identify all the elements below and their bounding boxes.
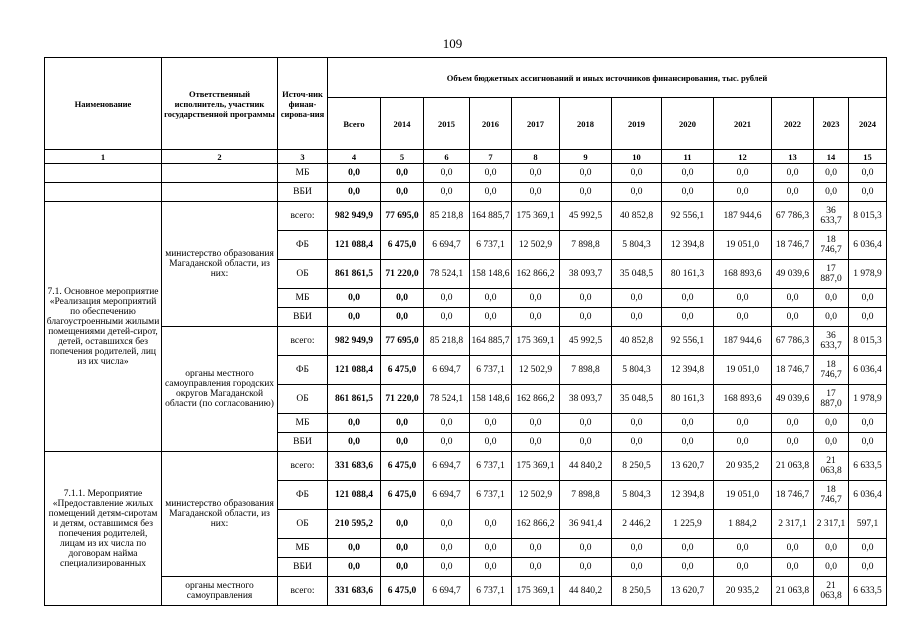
value-cell: 0,0 [470,414,512,433]
source-cell: ОБ [278,510,328,539]
value-cell: 0,0 [424,308,470,327]
value-cell: 0,0 [424,289,470,308]
column-number: 8 [512,150,560,164]
value-cell: 67 786,3 [772,202,814,231]
value-cell: 20 935,2 [714,452,772,481]
value-cell: 6 036,4 [849,231,887,260]
value-cell: 0,0 [849,539,887,558]
value-cell: 158 148,6 [470,385,512,414]
table-row [45,202,887,231]
value-cell: 187 944,6 [714,327,772,356]
value-cell: 0,0 [612,558,662,577]
value-cell: 78 524,1 [424,385,470,414]
source-cell: МБ [278,539,328,558]
header-year: 2023 [814,98,849,150]
value-cell: 0,0 [424,510,470,539]
value-cell: 0,0 [714,183,772,202]
value-cell: 8 015,3 [849,202,887,231]
value-cell: 6 694,7 [424,356,470,385]
value-cell: 0,0 [381,414,424,433]
column-number: 11 [662,150,714,164]
value-cell: 0,0 [772,539,814,558]
source-cell: всего: [278,452,328,481]
column-number: 14 [814,150,849,164]
column-number: 12 [714,150,772,164]
value-cell: 0,0 [560,539,612,558]
value-cell: 0,0 [612,539,662,558]
header-source: Источ-ник финан-сирова-ния [278,58,328,150]
value-cell: 0,0 [814,289,849,308]
value-cell: 35 048,5 [612,385,662,414]
value-cell: 0,0 [849,558,887,577]
value-cell: 982 949,9 [328,327,381,356]
source-cell: ВБИ [278,558,328,577]
source-cell: ОБ [278,260,328,289]
value-cell: 0,0 [512,558,560,577]
value-cell: 45 992,5 [560,327,612,356]
value-cell: 187 944,6 [714,202,772,231]
value-cell: 0,0 [424,539,470,558]
value-cell: 0,0 [424,433,470,452]
value-cell: 6 737,1 [470,356,512,385]
value-cell: 0,0 [560,558,612,577]
value-cell: 67 786,3 [772,327,814,356]
value-cell: 0,0 [814,414,849,433]
value-cell: 0,0 [612,183,662,202]
source-cell: ВБИ [278,308,328,327]
value-cell: 210 595,2 [328,510,381,539]
column-number: 7 [470,150,512,164]
header-year: 2014 [381,98,424,150]
value-cell: 0,0 [470,289,512,308]
value-cell: 21 063,8 [814,577,849,606]
value-cell: 19 051,0 [714,481,772,510]
column-number: 10 [612,150,662,164]
value-cell: 0,0 [470,183,512,202]
source-cell: ВБИ [278,183,328,202]
measure-name: 7.1.1. Мероприятие «Предоставление жилых помещений детям-сиротам и детям, оставшимся без попечения родителей, лицам из их числа по договорам найма специализированных [45,452,162,606]
column-number: 9 [560,150,612,164]
responsible-cell: органы местного самоуправления городских округов Магаданской области (по согласованию) [162,327,278,452]
source-cell: ФБ [278,356,328,385]
value-cell: 0,0 [612,289,662,308]
value-cell: 0,0 [849,308,887,327]
value-cell: 0,0 [328,308,381,327]
empty-cell [162,164,278,183]
value-cell: 175 369,1 [512,327,560,356]
value-cell: 0,0 [560,308,612,327]
header-year: 2020 [662,98,714,150]
header-year: 2019 [612,98,662,150]
value-cell: 0,0 [381,164,424,183]
value-cell: 158 148,6 [470,260,512,289]
value-cell: 40 852,8 [612,327,662,356]
header-year: 2018 [560,98,612,150]
value-cell: 6 475,0 [381,481,424,510]
value-cell: 121 088,4 [328,356,381,385]
value-cell: 6 694,7 [424,481,470,510]
responsible-cell: органы местного самоуправления [162,577,278,606]
value-cell: 6 694,7 [424,577,470,606]
value-cell: 0,0 [512,289,560,308]
value-cell: 0,0 [328,164,381,183]
value-cell: 0,0 [424,164,470,183]
value-cell: 0,0 [849,183,887,202]
value-cell: 80 161,3 [662,385,714,414]
value-cell: 0,0 [512,308,560,327]
value-cell: 6 036,4 [849,481,887,510]
value-cell: 1 978,9 [849,260,887,289]
value-cell: 164 885,7 [470,202,512,231]
value-cell: 0,0 [424,558,470,577]
value-cell: 0,0 [470,164,512,183]
value-cell: 38 093,7 [560,385,612,414]
value-cell: 168 893,6 [714,385,772,414]
column-number: 3 [278,150,328,164]
header-year: Всего [328,98,381,150]
value-cell: 13 620,7 [662,452,714,481]
value-cell: 85 218,8 [424,327,470,356]
value-cell: 0,0 [328,539,381,558]
value-cell: 0,0 [662,558,714,577]
value-cell: 8 015,3 [849,327,887,356]
value-cell: 6 475,0 [381,356,424,385]
value-cell: 0,0 [512,433,560,452]
value-cell: 175 369,1 [512,452,560,481]
value-cell: 0,0 [714,433,772,452]
value-cell: 44 840,2 [560,452,612,481]
value-cell: 71 220,0 [381,385,424,414]
column-number: 2 [162,150,278,164]
value-cell: 0,0 [612,164,662,183]
responsible-cell: министерство образования Магаданской области, из них: [162,452,278,577]
value-cell: 0,0 [424,414,470,433]
value-cell: 0,0 [560,183,612,202]
value-cell: 7 898,8 [560,356,612,385]
source-cell: ФБ [278,481,328,510]
value-cell: 6 036,4 [849,356,887,385]
value-cell: 18 746,7 [772,231,814,260]
header-volume: Объем бюджетных ассигнований и иных источников финансирования, тыс. рублей [328,58,887,98]
value-cell: 1 884,2 [714,510,772,539]
value-cell: 0,0 [714,558,772,577]
value-cell: 0,0 [714,539,772,558]
value-cell: 597,1 [849,510,887,539]
value-cell: 17 887,0 [814,385,849,414]
header-year: 2024 [849,98,887,150]
value-cell: 0,0 [814,164,849,183]
value-cell: 0,0 [714,414,772,433]
value-cell: 162 866,2 [512,385,560,414]
value-cell: 85 218,8 [424,202,470,231]
source-cell: всего: [278,202,328,231]
value-cell: 0,0 [612,308,662,327]
value-cell: 17 887,0 [814,260,849,289]
value-cell: 0,0 [424,183,470,202]
page-number: 109 [442,36,463,51]
value-cell: 0,0 [328,289,381,308]
value-cell: 6 737,1 [470,577,512,606]
value-cell: 0,0 [714,289,772,308]
value-cell: 0,0 [814,433,849,452]
value-cell: 49 039,6 [772,260,814,289]
value-cell: 0,0 [381,308,424,327]
table-row [45,577,887,606]
value-cell: 0,0 [381,539,424,558]
column-number: 4 [328,150,381,164]
value-cell: 2 446,2 [612,510,662,539]
responsible-cell: министерство образования Магаданской области, из них: [162,202,278,327]
value-cell: 40 852,8 [612,202,662,231]
value-cell: 38 093,7 [560,260,612,289]
value-cell: 0,0 [662,164,714,183]
value-cell: 12 502,9 [512,231,560,260]
source-cell: МБ [278,414,328,433]
value-cell: 861 861,5 [328,260,381,289]
value-cell: 77 695,0 [381,202,424,231]
value-cell: 0,0 [714,164,772,183]
header-year: 2022 [772,98,814,150]
value-cell: 0,0 [381,510,424,539]
value-cell: 12 394,8 [662,231,714,260]
value-cell: 45 992,5 [560,202,612,231]
value-cell: 331 683,6 [328,577,381,606]
source-cell: всего: [278,327,328,356]
value-cell: 5 804,3 [612,481,662,510]
column-number: 5 [381,150,424,164]
value-cell: 20 935,2 [714,577,772,606]
value-cell: 5 804,3 [612,356,662,385]
header-year: 2016 [470,98,512,150]
value-cell: 0,0 [612,414,662,433]
empty-cell [45,183,162,202]
value-cell: 6 737,1 [470,231,512,260]
value-cell: 0,0 [512,539,560,558]
value-cell: 6 737,1 [470,481,512,510]
value-cell: 36 633,7 [814,202,849,231]
value-cell: 0,0 [560,433,612,452]
value-cell: 44 840,2 [560,577,612,606]
column-number: 1 [45,150,162,164]
value-cell: 0,0 [381,289,424,308]
value-cell: 162 866,2 [512,510,560,539]
value-cell: 0,0 [849,289,887,308]
value-cell: 5 804,3 [612,231,662,260]
value-cell: 0,0 [772,414,814,433]
value-cell: 2 317,1 [772,510,814,539]
value-cell: 0,0 [512,183,560,202]
value-cell: 21 063,8 [814,452,849,481]
value-cell: 19 051,0 [714,356,772,385]
value-cell: 49 039,6 [772,385,814,414]
empty-cell [162,183,278,202]
value-cell: 331 683,6 [328,452,381,481]
value-cell: 6 475,0 [381,577,424,606]
value-cell: 6 475,0 [381,452,424,481]
value-cell: 0,0 [772,164,814,183]
source-cell: ОБ [278,385,328,414]
value-cell: 0,0 [470,308,512,327]
value-cell: 36 941,4 [560,510,612,539]
value-cell: 19 051,0 [714,231,772,260]
value-cell: 0,0 [612,433,662,452]
column-number: 6 [424,150,470,164]
value-cell: 0,0 [772,183,814,202]
value-cell: 18 746,7 [814,231,849,260]
header-year: 2021 [714,98,772,150]
value-cell: 0,0 [512,164,560,183]
measure-name: 7.1. Основное мероприятие «Реализация мероприятий по обеспечению благоустроенными жилыми помещениями детей-сирот, детей, оставшихся без попечения родителей, лиц из их числа» [45,202,162,452]
source-cell: ФБ [278,231,328,260]
value-cell: 0,0 [814,183,849,202]
value-cell: 8 250,5 [612,577,662,606]
value-cell: 0,0 [470,539,512,558]
value-cell: 21 063,8 [772,577,814,606]
value-cell: 982 949,9 [328,202,381,231]
value-cell: 0,0 [381,183,424,202]
value-cell: 0,0 [512,414,560,433]
value-cell: 0,0 [772,308,814,327]
header-responsible: Ответственный исполнитель, участник государственной программы [162,58,278,150]
value-cell: 36 633,7 [814,327,849,356]
budget-table [44,57,887,606]
value-cell: 6 737,1 [470,452,512,481]
value-cell: 12 502,9 [512,481,560,510]
value-cell: 6 475,0 [381,231,424,260]
value-cell: 0,0 [662,433,714,452]
table-row [45,164,887,183]
header-name: Наименование [45,58,162,150]
value-cell: 0,0 [772,433,814,452]
source-cell: всего: [278,577,328,606]
value-cell: 92 556,1 [662,202,714,231]
value-cell: 0,0 [328,183,381,202]
value-cell: 162 866,2 [512,260,560,289]
value-cell: 35 048,5 [612,260,662,289]
source-cell: МБ [278,164,328,183]
value-cell: 7 898,8 [560,231,612,260]
table-row [45,327,887,356]
value-cell: 77 695,0 [381,327,424,356]
value-cell: 0,0 [814,308,849,327]
value-cell: 80 161,3 [662,260,714,289]
value-cell: 0,0 [772,289,814,308]
value-cell: 0,0 [814,558,849,577]
value-cell: 12 394,8 [662,481,714,510]
value-cell: 92 556,1 [662,327,714,356]
value-cell: 0,0 [714,308,772,327]
value-cell: 0,0 [772,558,814,577]
value-cell: 78 524,1 [424,260,470,289]
value-cell: 121 088,4 [328,231,381,260]
value-cell: 6 694,7 [424,452,470,481]
table-row [45,183,887,202]
table-row [45,452,887,481]
source-cell: МБ [278,289,328,308]
value-cell: 0,0 [470,558,512,577]
value-cell: 0,0 [328,433,381,452]
value-cell: 1 978,9 [849,385,887,414]
value-cell: 18 746,7 [772,356,814,385]
header-year: 2015 [424,98,470,150]
empty-cell [45,164,162,183]
value-cell: 18 746,7 [814,356,849,385]
value-cell: 861 861,5 [328,385,381,414]
value-cell: 168 893,6 [714,260,772,289]
value-cell: 0,0 [662,183,714,202]
value-cell: 0,0 [560,164,612,183]
value-cell: 0,0 [470,433,512,452]
value-cell: 1 225,9 [662,510,714,539]
value-cell: 0,0 [662,308,714,327]
value-cell: 0,0 [849,414,887,433]
value-cell: 0,0 [849,164,887,183]
value-cell: 6 633,5 [849,452,887,481]
value-cell: 0,0 [849,433,887,452]
value-cell: 0,0 [560,414,612,433]
column-number: 13 [772,150,814,164]
value-cell: 175 369,1 [512,577,560,606]
value-cell: 0,0 [814,539,849,558]
value-cell: 175 369,1 [512,202,560,231]
value-cell: 0,0 [328,558,381,577]
value-cell: 18 746,7 [814,481,849,510]
value-cell: 12 502,9 [512,356,560,385]
value-cell: 18 746,7 [772,481,814,510]
value-cell: 121 088,4 [328,481,381,510]
value-cell: 0,0 [328,414,381,433]
header-year: 2017 [512,98,560,150]
value-cell: 0,0 [662,414,714,433]
value-cell: 164 885,7 [470,327,512,356]
column-number: 15 [849,150,887,164]
value-cell: 6 633,5 [849,577,887,606]
value-cell: 0,0 [381,558,424,577]
value-cell: 2 317,1 [814,510,849,539]
value-cell: 0,0 [381,433,424,452]
value-cell: 6 694,7 [424,231,470,260]
value-cell: 12 394,8 [662,356,714,385]
value-cell: 13 620,7 [662,577,714,606]
source-cell: ВБИ [278,433,328,452]
value-cell: 0,0 [560,289,612,308]
value-cell: 0,0 [662,289,714,308]
value-cell: 0,0 [470,510,512,539]
value-cell: 0,0 [662,539,714,558]
value-cell: 8 250,5 [612,452,662,481]
value-cell: 7 898,8 [560,481,612,510]
value-cell: 71 220,0 [381,260,424,289]
value-cell: 21 063,8 [772,452,814,481]
